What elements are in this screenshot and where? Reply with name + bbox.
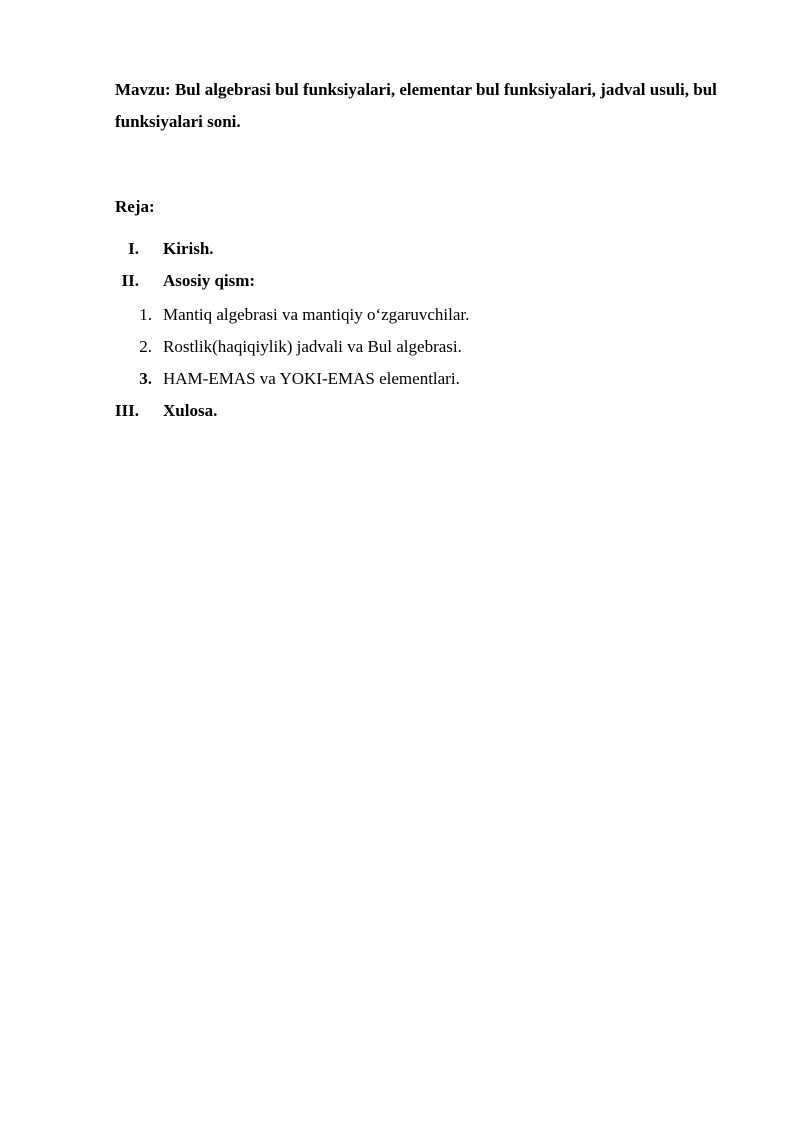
outline-item xyxy=(0,303,800,327)
outline-text: Asosiy qism: xyxy=(163,271,256,290)
outline-text: Kirish. xyxy=(163,239,214,258)
outline-text: Xulosa. xyxy=(163,401,218,420)
outline-marker: 1. xyxy=(139,305,152,324)
outline-text: HAM-EMAS va YOKI-EMAS elementlari. xyxy=(163,369,460,388)
outline-marker: I. xyxy=(128,239,139,258)
outline-marker: 2. xyxy=(139,337,152,356)
outline-item xyxy=(0,335,800,359)
outline-item xyxy=(0,399,800,423)
outline-marker: III. xyxy=(114,401,139,420)
outline-text: Mantiq algebrasi va mantiqiy o‘zgaruvchilar. xyxy=(163,305,470,324)
topic-heading: Mavzu: Bul algebrasi bul funksiyalari, elementar bul funksiyalari, jadval usuli, bul funksiyalari soni. xyxy=(115,80,717,131)
outline-item xyxy=(0,269,800,293)
outline-text: Rostlik(haqiqiylik) jadvali va Bul algebrasi. xyxy=(163,337,462,356)
outline-item xyxy=(0,367,800,391)
plan-label: Reja: xyxy=(115,197,155,216)
outline-marker: 3. xyxy=(139,369,152,388)
outline-marker: II. xyxy=(121,271,139,290)
outline-item xyxy=(0,237,800,261)
